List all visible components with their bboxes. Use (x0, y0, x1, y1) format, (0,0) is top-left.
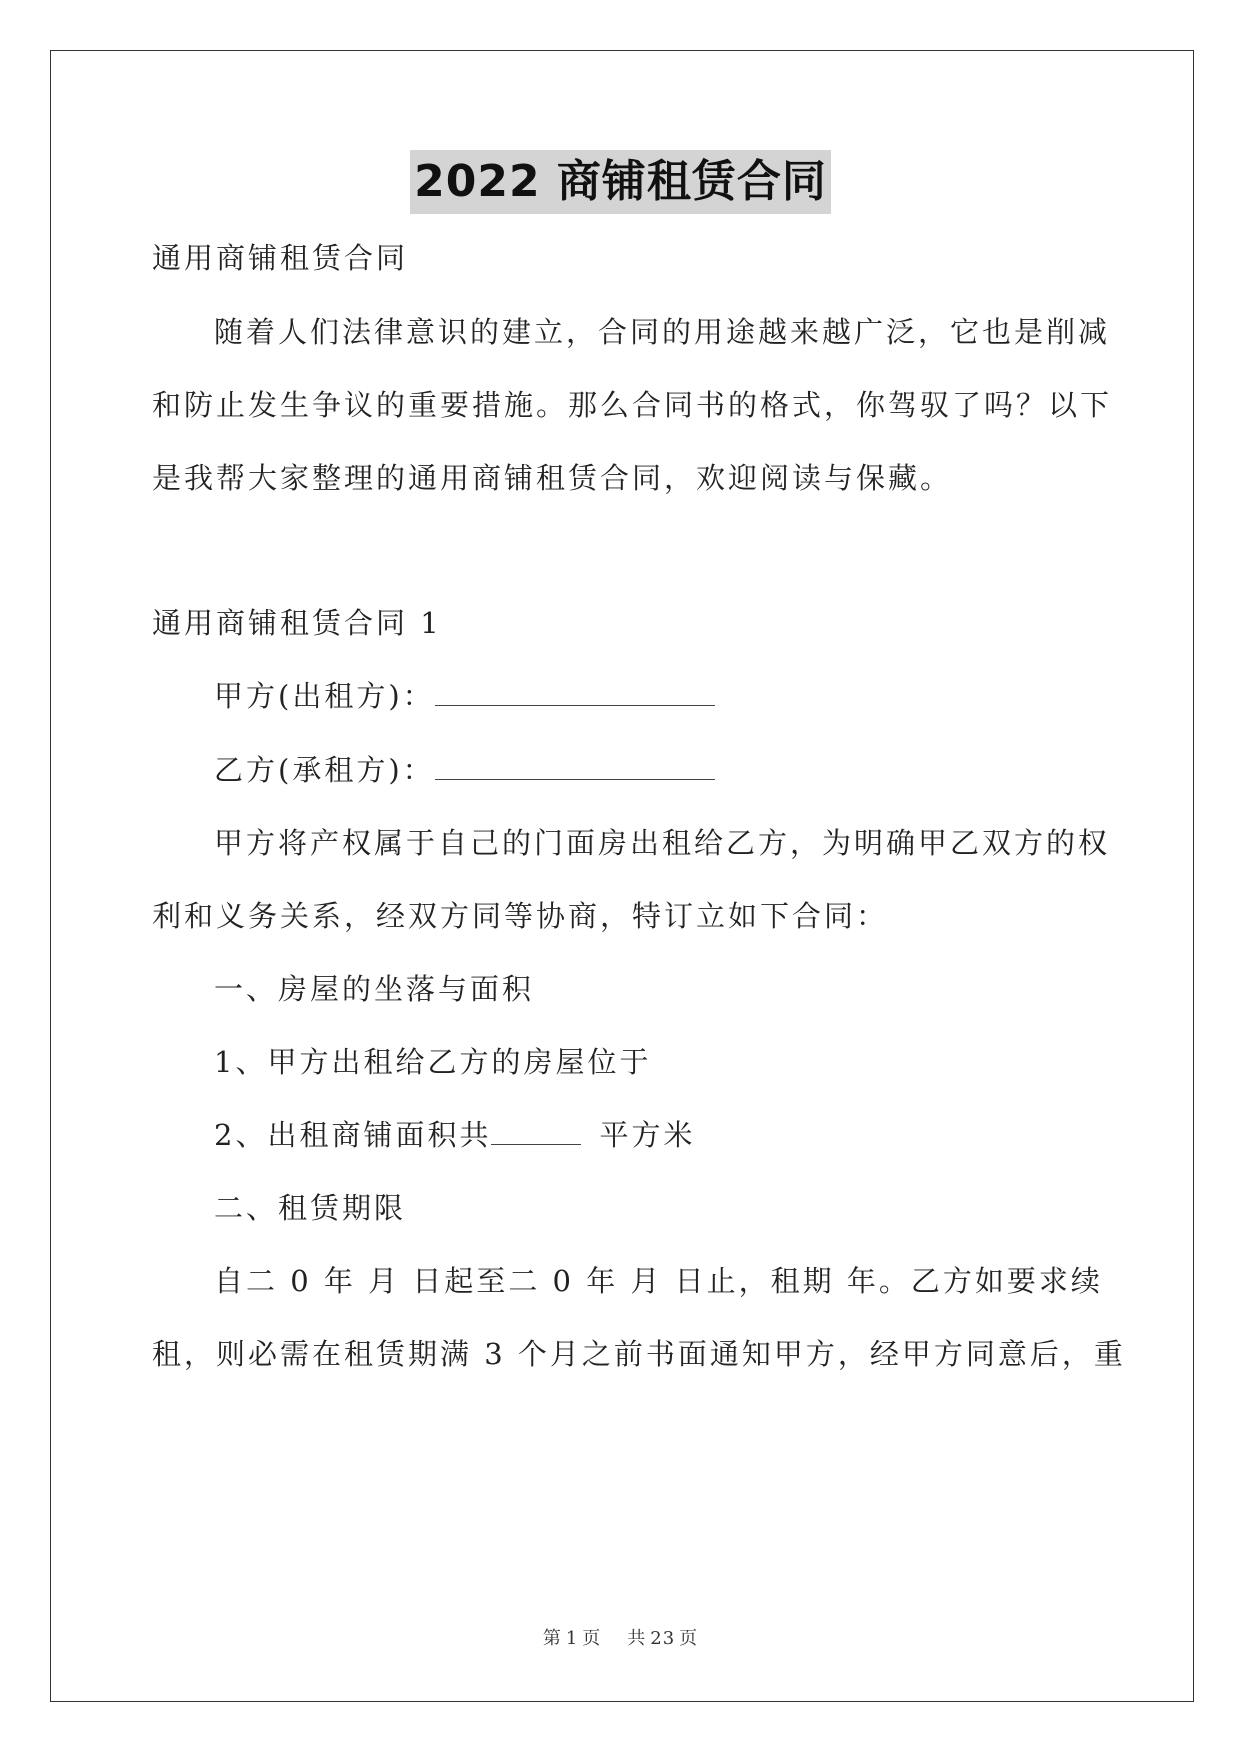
total-prefix: 共 (627, 1628, 647, 1649)
intro-line-3: 是我帮大家整理的通用商铺租赁合同，欢迎阅读与保藏。 (152, 461, 953, 495)
section-2-title: 二、租赁期限 (214, 1191, 407, 1225)
title-container (0, 150, 1241, 214)
total-pages: 23 (650, 1628, 676, 1649)
party-a-label: 甲方(出租方)： (214, 679, 435, 713)
page-border (50, 50, 1194, 1702)
party-b-row (214, 750, 1154, 790)
party-a-row (214, 676, 1154, 716)
intro-line-1: 随着人们法律意识的建立，合同的用途越来越广泛，它也是削减 (214, 315, 1111, 349)
item-2-row (214, 1115, 1154, 1155)
item-1: 1、甲方出租给乙方的房屋位于 (214, 1045, 652, 1079)
area-blank (491, 1116, 581, 1145)
item-2-prefix: 2、出租商铺面积共 (214, 1118, 492, 1152)
heading-general-contract: 通用商铺租赁合同 (152, 241, 409, 275)
page-suffix: 页 (582, 1628, 602, 1649)
term-line-1: 自二 0 年 月 日起至二 0 年 月 日止，租期 年。乙方如要求续 (214, 1264, 1103, 1298)
intro-line-2: 和防止发生争议的重要措施。那么合同书的格式，你驾驭了吗？以下 (152, 388, 1113, 422)
term-line-2: 租，则必需在租赁期满 3 个月之前书面通知甲方，经甲方同意后，重 (152, 1337, 1126, 1371)
item-2-suffix: 平方米 (599, 1118, 696, 1152)
page-footer (0, 1624, 1241, 1650)
party-b-blank (435, 751, 715, 780)
purpose-line-1: 甲方将产权属于自己的门面房出租给乙方，为明确甲乙双方的权 (214, 826, 1111, 860)
party-a-blank (435, 677, 715, 706)
document-title: 2022 商铺租赁合同 (410, 150, 831, 214)
page-prefix: 第 (542, 1628, 562, 1649)
total-suffix: 页 (679, 1628, 699, 1649)
page-number: 1 (565, 1628, 579, 1649)
heading-contract-1: 通用商铺租赁合同 1 (152, 606, 442, 640)
party-b-label: 乙方(承租方)： (214, 753, 435, 787)
purpose-line-2: 利和义务关系，经双方同等协商，特订立如下合同： (152, 899, 889, 933)
section-1-title: 一、房屋的坐落与面积 (214, 972, 535, 1006)
